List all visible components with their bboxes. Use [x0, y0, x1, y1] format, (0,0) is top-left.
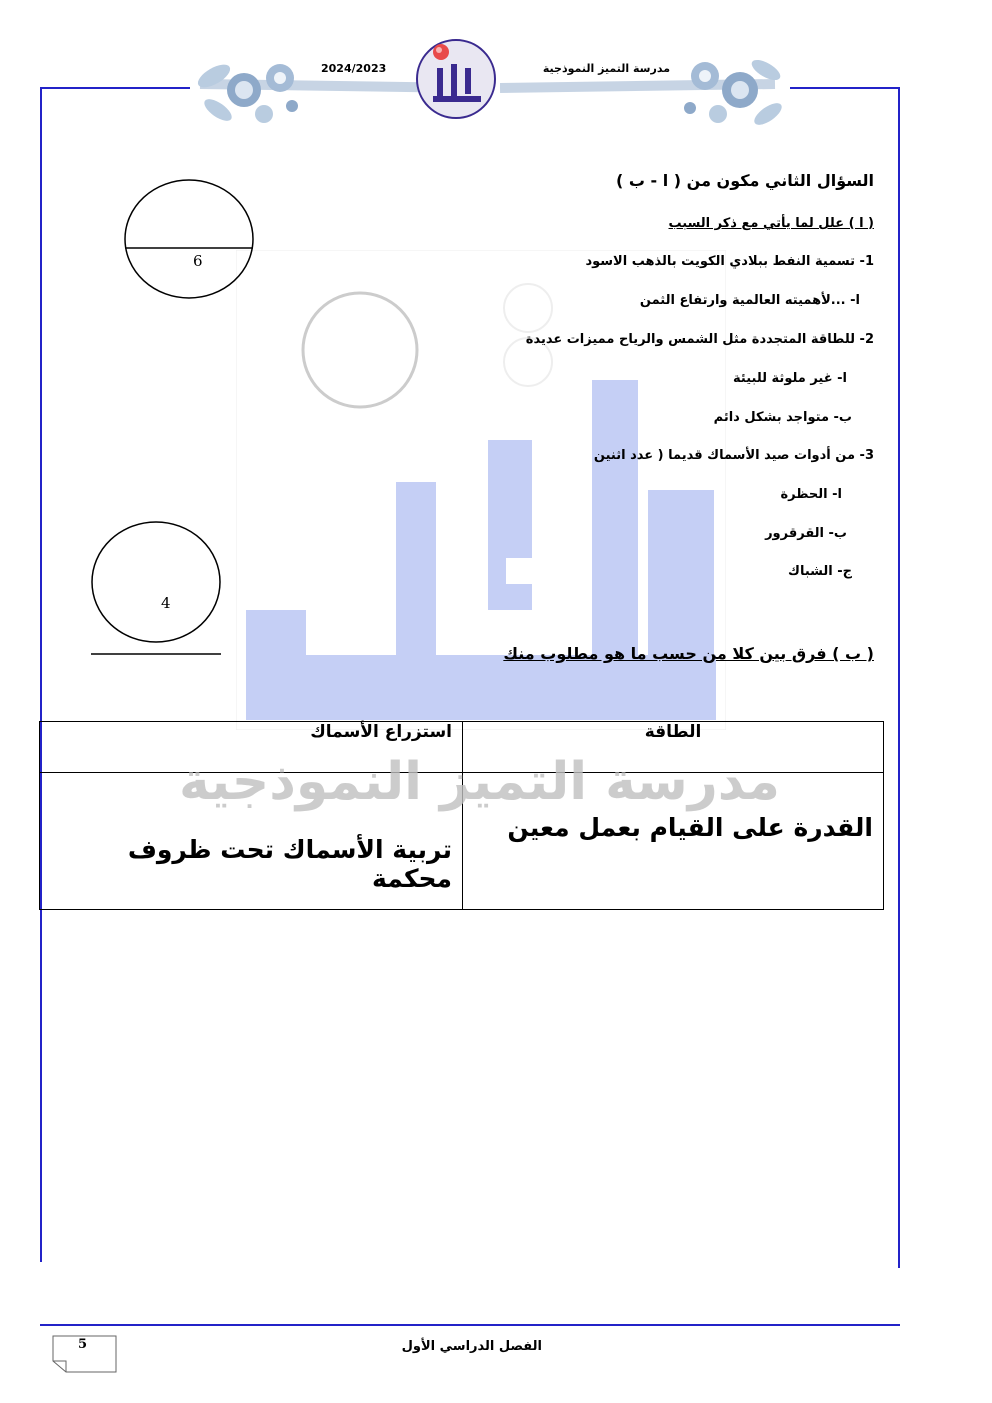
school-name-header: مدرسة التميز النموذجية: [542, 62, 670, 75]
item-3-answer-a: ا- الحظرة: [780, 487, 842, 502]
academic-year: 2024/2023: [321, 62, 387, 75]
comparison-table: [39, 721, 884, 910]
table-header-cell: الطاقة: [463, 722, 884, 773]
score-value-1: 6: [193, 252, 203, 270]
logo-icon: [415, 38, 497, 120]
header-flowers-right-icon: [500, 48, 790, 126]
item-3-answer-c: ج- الشباك: [788, 564, 852, 579]
watermark-text: مدرسة التميز النموذجية: [178, 752, 780, 812]
item-2-answer-b: ب- متواجد بشكل دائم: [713, 410, 852, 425]
table-header-cell: استزراع الأسماك: [40, 722, 463, 773]
part-b-heading: ( ب ) فرق بين كلا من حسب ما هو مطلوب منك: [503, 644, 874, 663]
question-title: السؤال الثاني مكون من ( ا - ب ): [616, 171, 874, 190]
item-3-prompt: 3- من أدوات صيد الأسماك قديما ( عدد اثنين: [593, 448, 874, 463]
item-1-prompt: 1- تسمية النفط ببلادي الكويت بالذهب الاسود: [585, 254, 874, 269]
part-a-heading: ( ا ) علل لما يأتي مع ذكر السبب: [668, 216, 874, 231]
table-cell: القدرة على القيام بعمل معين: [463, 773, 884, 910]
item-1-answer-a: ا- ...لأهميته العالمية وارتفاع الثمن: [639, 293, 860, 308]
school-logo: [415, 38, 497, 120]
item-2-answer-a: ا- غير ملوثة للبيئة: [733, 371, 847, 386]
table-cell: تربية الأسماك تحت ظروف محكمة: [40, 773, 463, 910]
item-2-prompt: 2- للطاقة المتجددة مثل الشمس والرياح مميزات عديدة: [525, 332, 874, 347]
score-circle-1: [120, 175, 260, 305]
score-circle-2: [88, 518, 226, 660]
page-number: 5: [78, 1337, 88, 1352]
score-value-2: 4: [161, 594, 171, 612]
footer-semester: الفصل الدراسي الأول: [401, 1339, 542, 1354]
item-3-answer-b: ب- القرقرور: [765, 526, 847, 541]
